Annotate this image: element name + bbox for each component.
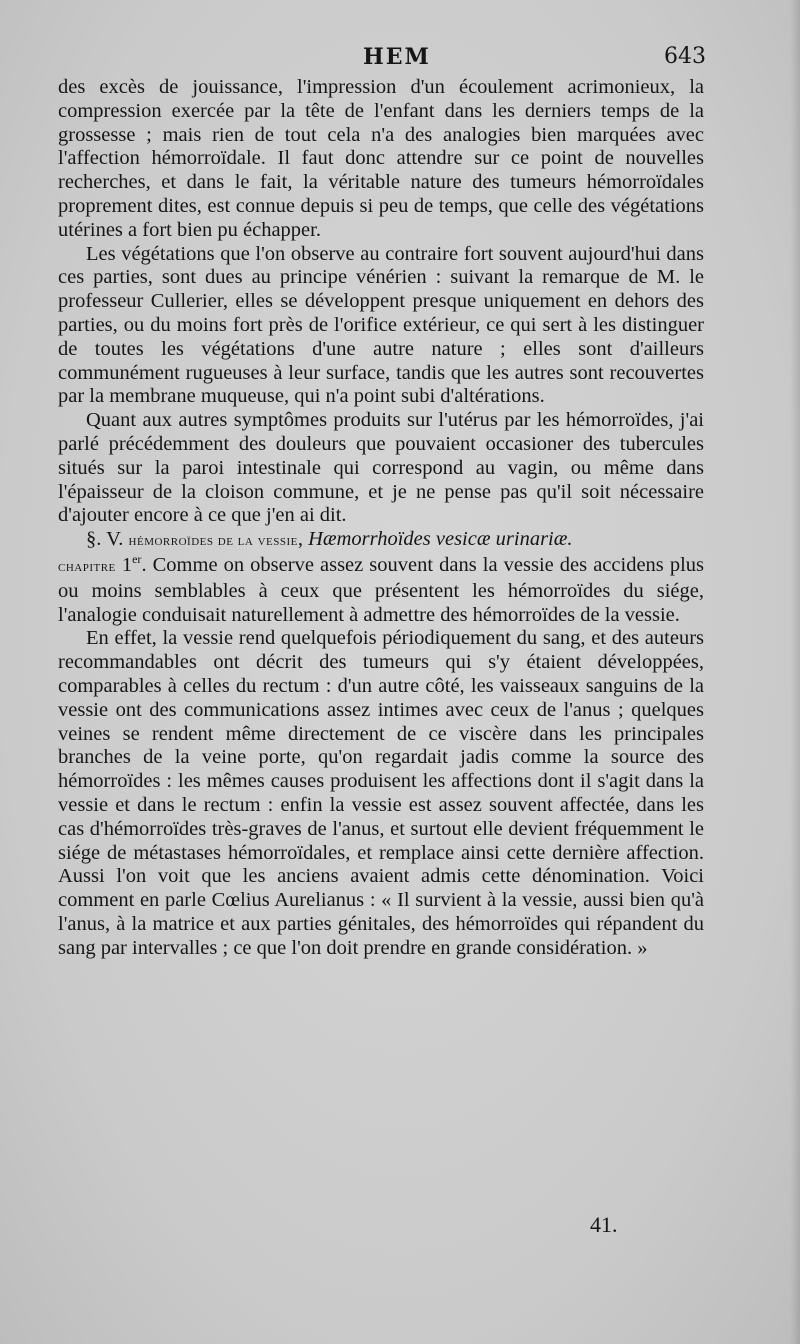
section-number: §. V. <box>86 528 124 551</box>
chapter-number: 1 <box>121 553 133 576</box>
body-text <box>58 76 704 960</box>
section-heading: §. V. hémorroïdes de la vessie, Hæmorrhoïdes vesicæ urinariæ. <box>86 528 573 551</box>
page-number: 643 <box>664 44 706 69</box>
chapter-label: chapitre <box>58 558 116 575</box>
paragraph-vegetations: Les végétations que l'on observe au contraire fort souvent aujourd'hui dans ces parties, sont dues au principe vénérien : suivant la remarque de M. le professeur Cullerier, elles se développent presque uniquement en dehors des parties, ou du moins fort près de l'orifice extérieur, ce qui sert à les distinguer de toutes les végétations d'une autre nature ; elles sont d'ailleurs communément rugueuses à leur surface, tandis que les autres sont recouvertes par la membrane muqueuse, qui n'a point subi d'altérations. <box>58 242 704 408</box>
paragraph-chapitre <box>58 554 704 627</box>
signature-mark: 41. <box>590 1212 618 1237</box>
paragraph-continuation: des excès de jouissance, l'impression d'un écoulement acrimonieux, la compression exercée par la tête de l'enfant dans les derniers temps de la grossesse ; mais rien de tout cela n'a des analogies bien marquées avec l'affection hémorroïdale. Il faut donc attendre sur ce point de nouvelles recherches, et dans le fait, la véritable nature des tumeurs hémorroïdales proprement dites, est connue depuis si peu de temps, que celle des végétations utérines a fort bien pu échapper. <box>58 76 704 241</box>
page-edge-shadow <box>790 0 800 1344</box>
chapter-text: . Comme on observe assez souvent dans la vessie des accidens plus ou moins semblables à ceux que présentent les hémorroïdes du siége, l'analogie conduisait naturellement à admettre des hémorroïdes de la vessie. <box>58 553 705 626</box>
page-header <box>58 44 708 72</box>
paragraph-symptomes: Quant aux autres symptômes produits sur l'utérus par les hémorroïdes, j'ai parlé précédemment des douleurs que pouvaient occasioner des tubercules situés sur la paroi intestinale qui correspond au vagin, ou même dans l'épaisseur de la cloison commune, et je ne pense pas qu'il soit nécessaire d'ajouter encore à ce que j'en ai dit. <box>58 409 704 527</box>
running-head: HEM <box>363 44 431 70</box>
section-latin-title: Hæmorrhoïdes vesicæ urinariæ. <box>308 528 573 551</box>
chapter-suffix: er <box>132 552 142 567</box>
paragraph-en-effet: En effet, la vessie rend quelquefois périodiquement du sang, et des auteurs recommandables ont décrit des tumeurs qui s'y étaient développées, comparables à celles du rectum : d'un autre côté, les vaisseaux sanguins de la vessie ont des communications assez intimes avec ceux de l'anus ; quelques veines se rendent même directement de ce viscère dans les principales branches de la veine porte, qu'on regardait jadis comme la source des hémorroïdes : les mêmes causes produisent les affections dont il s'agit dans la vessie et dans le rectum : enfin la vessie est assez souvent affectée, dans les cas d'hémorroïdes très-graves de l'anus, et surtout elle devient fréquemment le siége de métastases hémorroïdales, et remplace ainsi cette dernière affection. Aussi l'on voit que les anciens avaient admis cette dénomination. Voici comment en parle Cœlius Aurelianus : « Il survient à la vessie, aussi bien qu'à l'anus, à la matrice et aux parties génitales, des hémorroïdes qui répandent du sang par intervalles ; ce que l'on doit prendre en grande considération. » <box>58 627 704 959</box>
section-title: hémorroïdes de la vessie <box>128 533 298 550</box>
